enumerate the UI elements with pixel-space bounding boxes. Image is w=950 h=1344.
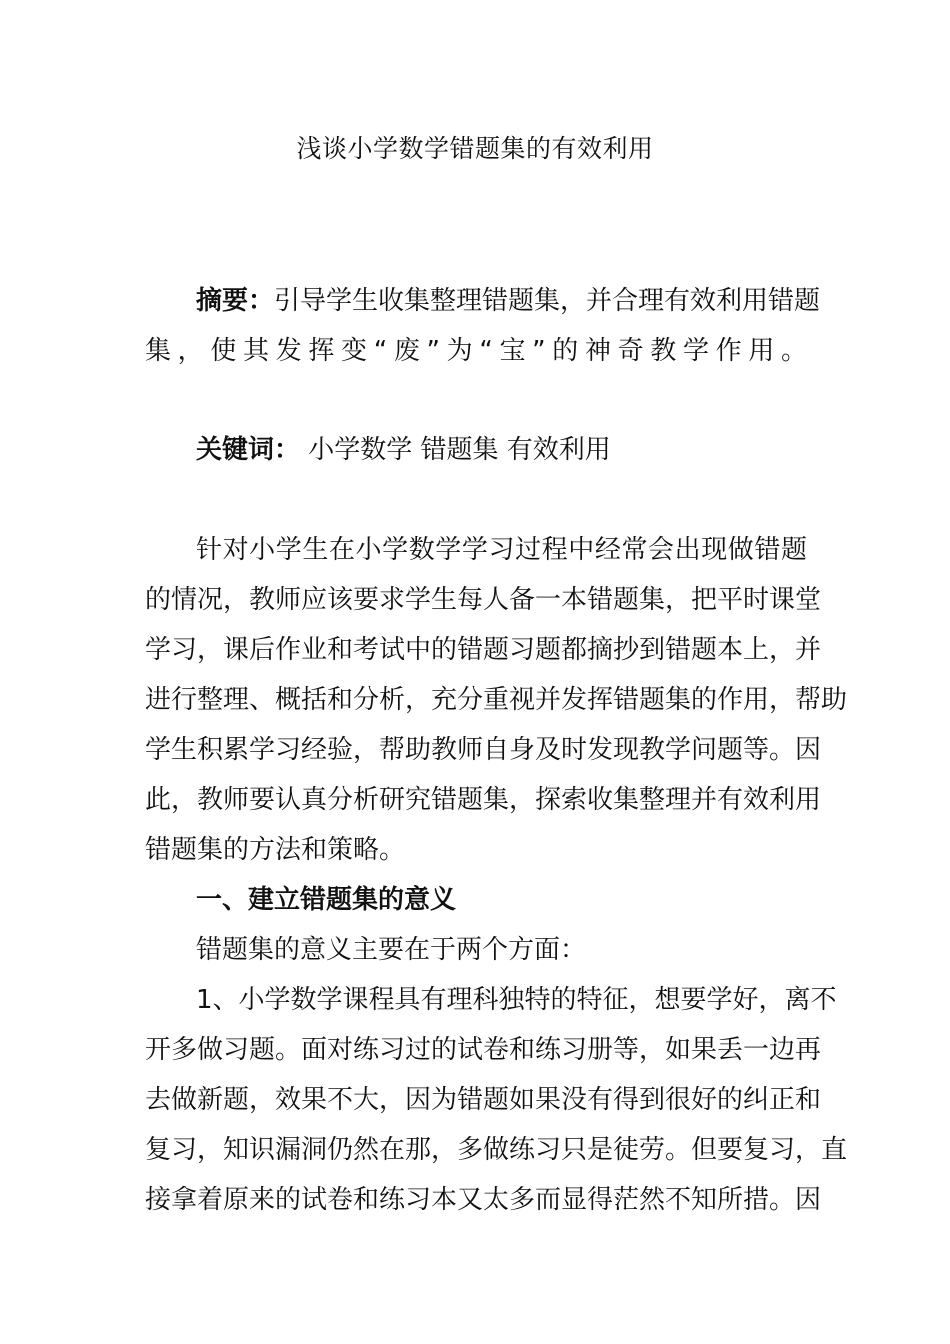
keywords-label: 关键词： bbox=[196, 435, 301, 465]
paragraph-line: 的情况，教师应该要求学生每人备一本错题集，把平时课堂 bbox=[145, 585, 822, 615]
section-lead: 错题集的意义主要在于两个方面： bbox=[196, 935, 587, 965]
paragraph-line: 针对小学生在小学数学学习过程中经常会出现做错题 bbox=[196, 535, 807, 565]
paragraph-line: 去做新题，效果不大，因为错题如果没有得到很好的纠正和 bbox=[145, 1085, 822, 1115]
abstract-text-1: 引导学生收集整理错题集，并合理有效利用错题 bbox=[274, 286, 821, 316]
keywords-line bbox=[196, 430, 807, 470]
paragraph-line: 复习，知识漏洞仍然在那，多做练习只是徒劳。但要复习，直 bbox=[145, 1135, 848, 1165]
abstract-label: 摘要： bbox=[196, 286, 275, 316]
paragraph-line: 1、小学数学课程具有理科独特的特征，想要学好，离不 bbox=[196, 985, 837, 1015]
paragraph-line: 进行整理、概括和分析，充分重视并发挥错题集的作用，帮助 bbox=[145, 685, 848, 715]
abstract-line-2: 集，使其发挥变“废”为“宝”的神奇教学作用。 bbox=[145, 336, 807, 366]
paragraph-line: 此，教师要认真分析研究错题集，探索收集整理并有效利用 bbox=[145, 785, 822, 815]
paragraph-line: 错题集的方法和策略。 bbox=[145, 835, 406, 865]
section-heading: 一、建立错题集的意义 bbox=[196, 885, 457, 915]
abstract-line-1 bbox=[196, 281, 821, 321]
paragraph-line: 学生积累学习经验，帮助教师自身及时发现教学问题等。因 bbox=[145, 735, 822, 765]
document-title: 浅谈小学数学错题集的有效利用 bbox=[296, 134, 654, 163]
paragraph-line: 学习，课后作业和考试中的错题习题都摘抄到错题本上，并 bbox=[145, 635, 822, 665]
paragraph-line: 开多做习题。面对练习过的试卷和练习册等，如果丢一边再 bbox=[145, 1035, 822, 1065]
paragraph-line: 接拿着原来的试卷和练习本又太多而显得茫然不知所措。因 bbox=[145, 1185, 822, 1215]
keywords-text: 小学数学 错题集 有效利用 bbox=[300, 435, 611, 465]
